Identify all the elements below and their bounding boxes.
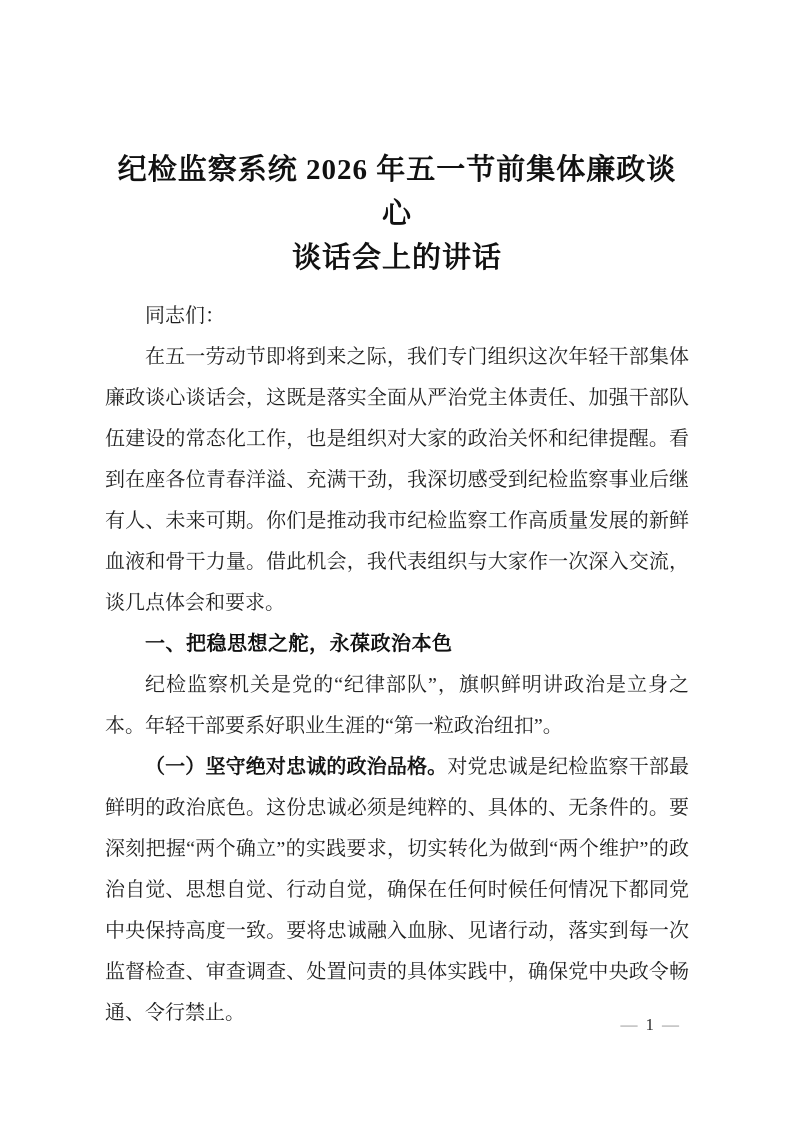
document-title-line-2: 谈话会上的讲话 [291,242,502,274]
section-1-heading: 一、把稳思想之舵，永葆政治本色 [145,633,453,655]
page-footer [621,1012,682,1038]
intro-paragraph: 在五一劳动节即将到来之际，我们专门组织这次年轻干部集体廉政谈心谈话会，这既是落实全面从严治党主体责任、加强干部队伍建设的常态化工作，也是组织对大家的政治关怀和纪律提醒。看到在座各位青春洋溢、充满干劲，我深切感受到纪检监察事业后继有人、未来可期。你们是推动我市纪检监察工作高质量发展的新鲜血液和骨干力量。借此机会，我代表组织与大家作一次深入交流，谈几点体会和要求。 [105,346,689,614]
section-1-point-1-paragraph [105,747,689,1034]
section-1-lead-paragraph: 纪检监察机关是党的“纪律部队”，旗帜鲜明讲政治是立身之本。年轻干部要系好职业生涯的“第一粒政治纽扣”。 [105,674,689,737]
footer-page-number: 1 [645,1015,656,1034]
point-1-body: 对党忠诚是纪检监察干部最鲜明的政治底色。这份忠诚必须是纯粹的、具体的、无条件的。要深刻把握“两个确立”的实践要求，切实转化为做到“两个维护”的政治自觉、思想自觉、行动自觉，确保在任何时候任何情况下都同党中央保持高度一致。要将忠诚融入血脉、见诸行动，落实到每一次监督检查、审查调查、处置问责的具体实践中，确保党中央政令畅通、令行禁止。 [105,756,690,1024]
document-body [105,296,689,1034]
document-title [105,148,689,280]
point-1-lead: （一）坚守绝对忠诚的政治品格。 [145,756,448,778]
document-title-line-1: 纪检监察系统 2026 年五一节前集体廉政谈心 [117,154,677,230]
footer-dash-right: — [662,1015,681,1034]
salutation: 同志们： [145,305,225,327]
document-content [105,148,689,1034]
footer-dash-left: — [620,1015,640,1034]
